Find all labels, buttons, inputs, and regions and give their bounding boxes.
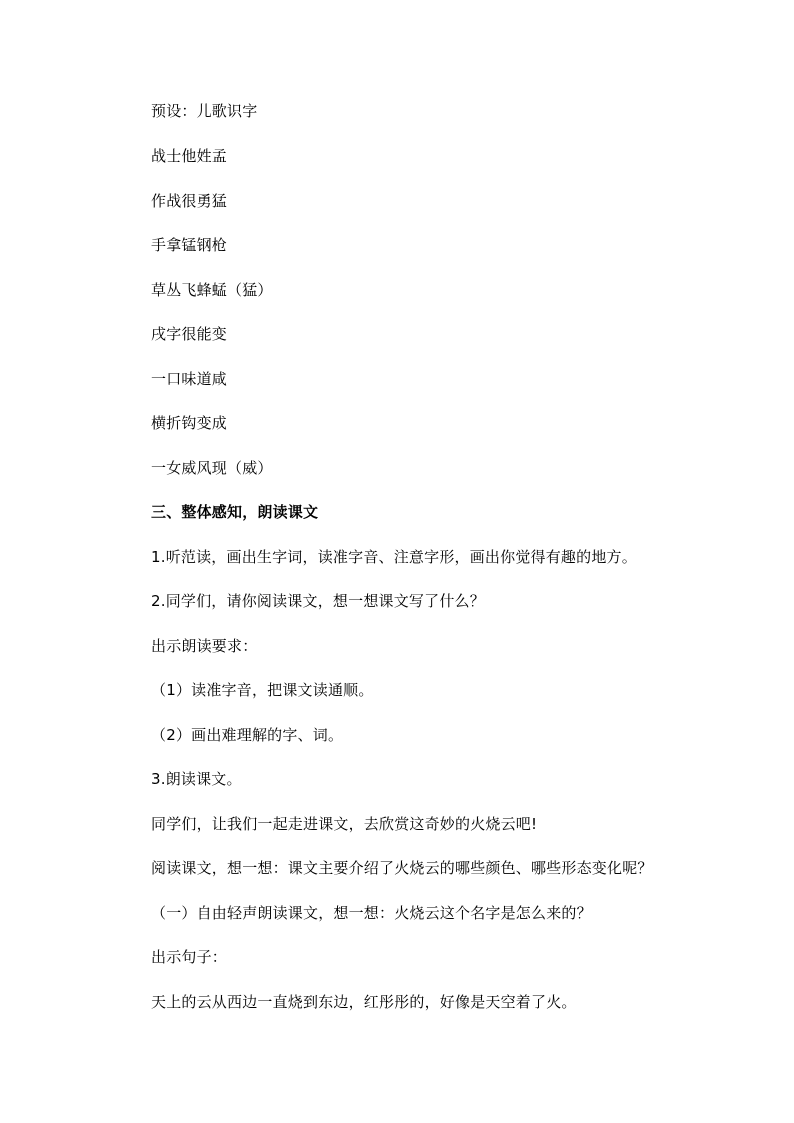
text-line: （一）自由轻声朗读课文，想一想：火烧云这个名字是怎么来的？	[151, 904, 592, 922]
text-line: 出示朗读要求：	[151, 637, 258, 655]
text-line: （2）画出难理解的字、词。	[151, 726, 344, 744]
text-line: （1）读准字音，把课文读通顺。	[151, 681, 374, 699]
text-line: 横折钩变成	[151, 414, 228, 432]
text-line: 预设：儿歌识字	[151, 102, 258, 120]
text-line: 草丛飞蜂蜢（猛）	[151, 281, 273, 299]
text-line: 1.听范读，画出生字词，读准字音、注意字形，画出你觉得有趣的地方。	[151, 548, 637, 566]
text-line: 天上的云从西边一直烧到东边，红彤彤的，好像是天空着了火。	[151, 993, 577, 1011]
text-line: 3.朗读课文。	[151, 770, 242, 788]
text-line: 手拿锰钢枪	[151, 236, 228, 254]
text-line: 阅读课文，想一想：课文主要介绍了火烧云的哪些颜色、哪些形态变化呢？	[151, 859, 653, 877]
text-line: 一口味道咸	[151, 370, 228, 388]
section-heading: 三、整体感知，朗读课文	[151, 503, 319, 521]
text-line: 戌字很能变	[151, 325, 228, 343]
text-line: 出示句子：	[151, 948, 228, 966]
text-line: 战士他姓孟	[151, 147, 228, 165]
text-line: 作战很勇猛	[151, 192, 228, 210]
text-line: 一女威风现（威）	[151, 459, 273, 477]
text-line: 2.同学们，请你阅读课文，想一想课文写了什么？	[151, 592, 485, 610]
text-line: 同学们，让我们一起走进课文，去欣赏这奇妙的火烧云吧!	[151, 815, 538, 833]
